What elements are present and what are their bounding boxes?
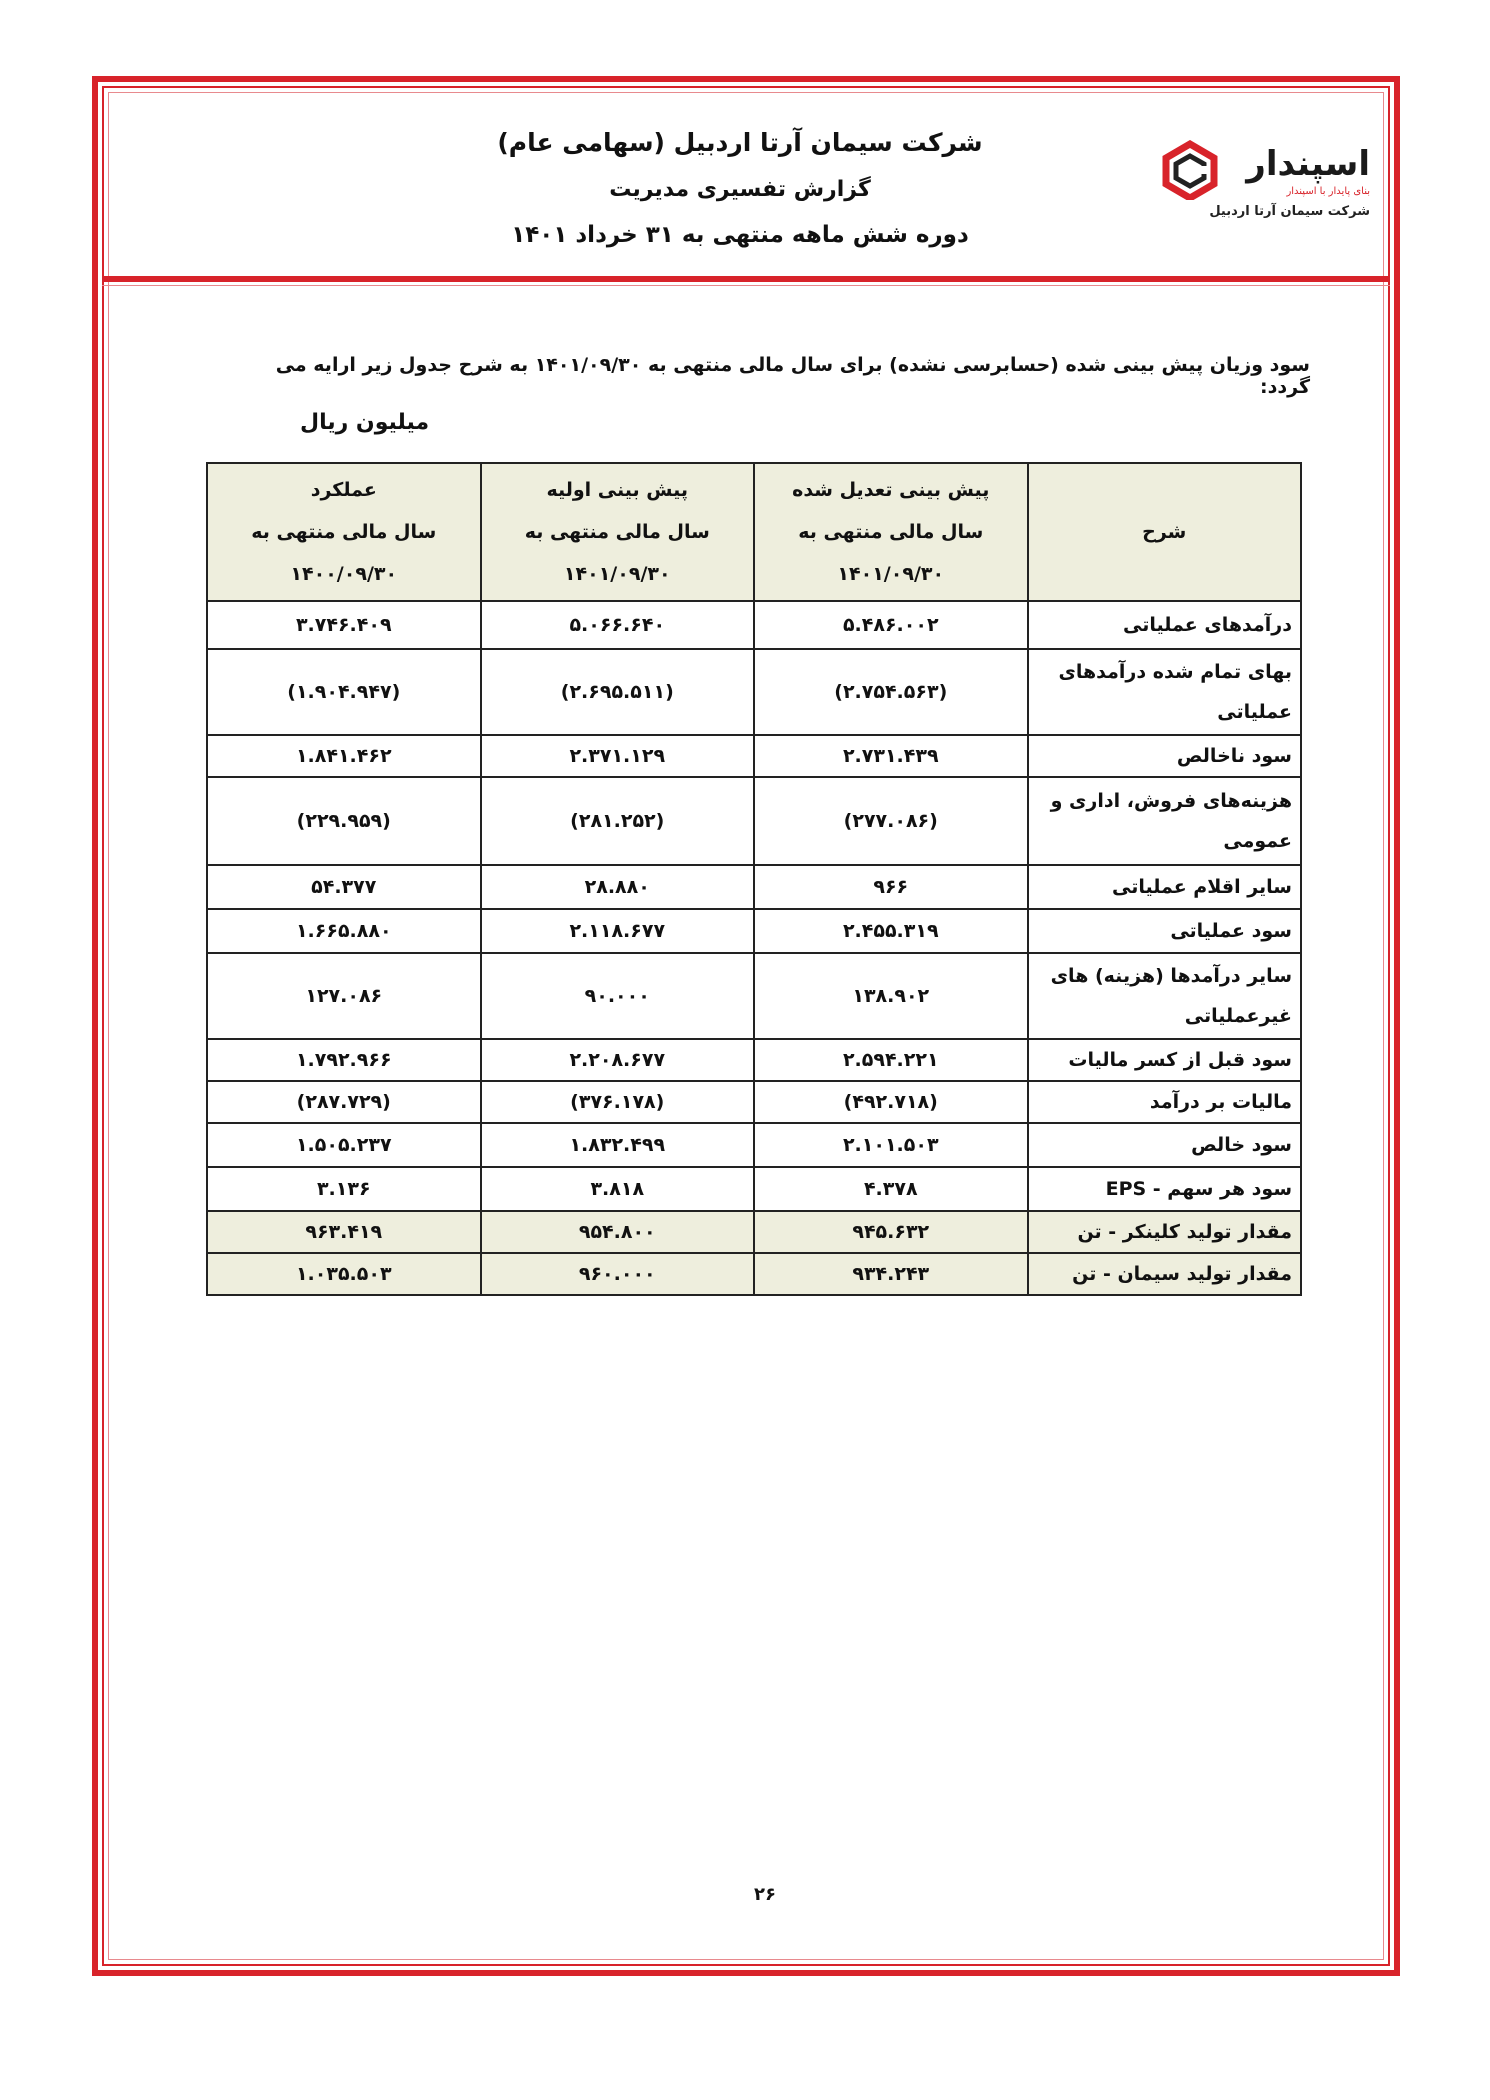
row-label: سود عملیاتی bbox=[1028, 909, 1302, 953]
cell-adjusted: (۲۷۷.۰۸۶) bbox=[754, 777, 1028, 865]
company-logo bbox=[1160, 140, 1370, 230]
report-title: گزارش تفسیری مدیریت bbox=[609, 177, 871, 202]
row-label: هزینه‌های فروش، اداری و عمومی bbox=[1028, 777, 1302, 865]
cell-actual: ۹۶۳.۴۱۹ bbox=[207, 1211, 481, 1253]
header-adjusted-forecast: پیش بینی تعدیل شده سال مالی منتهی به ۱۴۰۱/۰۹/۳۰ bbox=[754, 463, 1028, 601]
unit-label: میلیون ریال bbox=[300, 410, 430, 435]
cell-actual: ۳.۷۴۶.۴۰۹ bbox=[207, 601, 481, 649]
cell-initial: ۹۵۴.۸۰۰ bbox=[481, 1211, 755, 1253]
intro-text: سود وزیان پیش بینی شده (حسابرسی نشده) برای سال مالی منتهی به ۱۴۰۱/۰۹/۳۰ به شرح جدول زیر ارایه می گردد: bbox=[275, 354, 1310, 398]
cell-actual: ۱.۸۴۱.۴۶۲ bbox=[207, 735, 481, 777]
table-row bbox=[207, 1253, 1301, 1295]
table-row bbox=[207, 735, 1301, 777]
cell-actual: ۱.۷۹۲.۹۶۶ bbox=[207, 1039, 481, 1081]
row-label: سود ناخالص bbox=[1028, 735, 1302, 777]
cell-adjusted: ۲.۱۰۱.۵۰۳ bbox=[754, 1123, 1028, 1167]
cell-adjusted: ۹۳۴.۲۴۳ bbox=[754, 1253, 1028, 1295]
logo-company: شرکت سیمان آرتا اردبیل bbox=[1209, 204, 1370, 219]
row-label: بهای تمام شده درآمدهای عملیاتی bbox=[1028, 649, 1302, 735]
cell-actual: ۱.۶۶۵.۸۸۰ bbox=[207, 909, 481, 953]
header-description: شرح bbox=[1028, 463, 1302, 601]
cell-adjusted: ۲.۵۹۴.۲۲۱ bbox=[754, 1039, 1028, 1081]
row-label: مقدار تولید سیمان - تن bbox=[1028, 1253, 1302, 1295]
cell-adjusted: ۹۶۶ bbox=[754, 865, 1028, 909]
report-header bbox=[380, 128, 1100, 248]
logo-tagline: بنای پایدار با اسپندار bbox=[1286, 186, 1370, 197]
cell-initial: ۹۰.۰۰۰ bbox=[481, 953, 755, 1039]
cell-actual: ۵۴.۳۷۷ bbox=[207, 865, 481, 909]
cell-adjusted: (۲.۷۵۴.۵۶۳) bbox=[754, 649, 1028, 735]
logo-mark-icon bbox=[1160, 140, 1220, 200]
row-label: سایر درآمدها (هزینه) های غیرعملیاتی bbox=[1028, 953, 1302, 1039]
table-row bbox=[207, 953, 1301, 1039]
forecast-table bbox=[206, 462, 1302, 1296]
cell-actual: ۳.۱۳۶ bbox=[207, 1167, 481, 1211]
header-divider bbox=[102, 276, 1390, 282]
table-row bbox=[207, 909, 1301, 953]
cell-initial: ۹۶۰.۰۰۰ bbox=[481, 1253, 755, 1295]
cell-adjusted: ۵.۴۸۶.۰۰۲ bbox=[754, 601, 1028, 649]
table-row bbox=[207, 1123, 1301, 1167]
cell-actual: ۱۲۷.۰۸۶ bbox=[207, 953, 481, 1039]
table-row bbox=[207, 649, 1301, 735]
table-header-row bbox=[207, 463, 1301, 601]
table-row bbox=[207, 1039, 1301, 1081]
cell-actual: (۲۲۹.۹۵۹) bbox=[207, 777, 481, 865]
cell-adjusted: ۲.۴۵۵.۳۱۹ bbox=[754, 909, 1028, 953]
cell-adjusted: (۴۹۲.۷۱۸) bbox=[754, 1081, 1028, 1123]
row-label: سود خالص bbox=[1028, 1123, 1302, 1167]
cell-initial: (۲۸۱.۲۵۲) bbox=[481, 777, 755, 865]
table-row bbox=[207, 865, 1301, 909]
row-label: مالیات بر درآمد bbox=[1028, 1081, 1302, 1123]
cell-actual: ۱.۵۰۵.۲۳۷ bbox=[207, 1123, 481, 1167]
cell-initial: ۱.۸۳۲.۴۹۹ bbox=[481, 1123, 755, 1167]
header-actual: عملکرد سال مالی منتهی به ۱۴۰۰/۰۹/۳۰ bbox=[207, 463, 481, 601]
table-row bbox=[207, 1081, 1301, 1123]
cell-actual: (۱.۹۰۴.۹۴۷) bbox=[207, 649, 481, 735]
header-divider-line bbox=[102, 285, 1390, 286]
cell-initial: ۲۸.۸۸۰ bbox=[481, 865, 755, 909]
cell-actual: (۲۸۷.۷۲۹) bbox=[207, 1081, 481, 1123]
row-label: مقدار تولید کلینکر - تن bbox=[1028, 1211, 1302, 1253]
row-label: سود هر سهم - EPS bbox=[1028, 1167, 1302, 1211]
report-period: دوره شش ماهه منتهی به ۳۱ خرداد ۱۴۰۱ bbox=[511, 222, 969, 248]
cell-initial: ۲.۳۷۱.۱۲۹ bbox=[481, 735, 755, 777]
cell-initial: (۲.۶۹۵.۵۱۱) bbox=[481, 649, 755, 735]
row-label: درآمدهای عملیاتی bbox=[1028, 601, 1302, 649]
cell-initial: ۳.۸۱۸ bbox=[481, 1167, 755, 1211]
cell-adjusted: ۱۳۸.۹۰۲ bbox=[754, 953, 1028, 1039]
cell-initial: (۳۷۶.۱۷۸) bbox=[481, 1081, 755, 1123]
table-row bbox=[207, 601, 1301, 649]
cell-initial: ۵.۰۶۶.۶۴۰ bbox=[481, 601, 755, 649]
cell-actual: ۱.۰۳۵.۵۰۳ bbox=[207, 1253, 481, 1295]
table-row bbox=[207, 1211, 1301, 1253]
table-row bbox=[207, 777, 1301, 865]
cell-initial: ۲.۱۱۸.۶۷۷ bbox=[481, 909, 755, 953]
cell-adjusted: ۲.۷۳۱.۴۳۹ bbox=[754, 735, 1028, 777]
header-initial-forecast: پیش بینی اولیه سال مالی منتهی به ۱۴۰۱/۰۹/۳۰ bbox=[481, 463, 755, 601]
cell-initial: ۲.۲۰۸.۶۷۷ bbox=[481, 1039, 755, 1081]
company-title: شرکت سیمان آرتا اردبیل (سهامی عام) bbox=[497, 128, 983, 157]
page-number: ۲۶ bbox=[754, 1884, 776, 1905]
cell-adjusted: ۹۴۵.۶۳۲ bbox=[754, 1211, 1028, 1253]
row-label: سود قبل از کسر مالیات bbox=[1028, 1039, 1302, 1081]
logo-wordmark: اسپندار bbox=[1246, 144, 1370, 184]
cell-adjusted: ۴.۳۷۸ bbox=[754, 1167, 1028, 1211]
table-row bbox=[207, 1167, 1301, 1211]
row-label: سایر اقلام عملیاتی bbox=[1028, 865, 1302, 909]
